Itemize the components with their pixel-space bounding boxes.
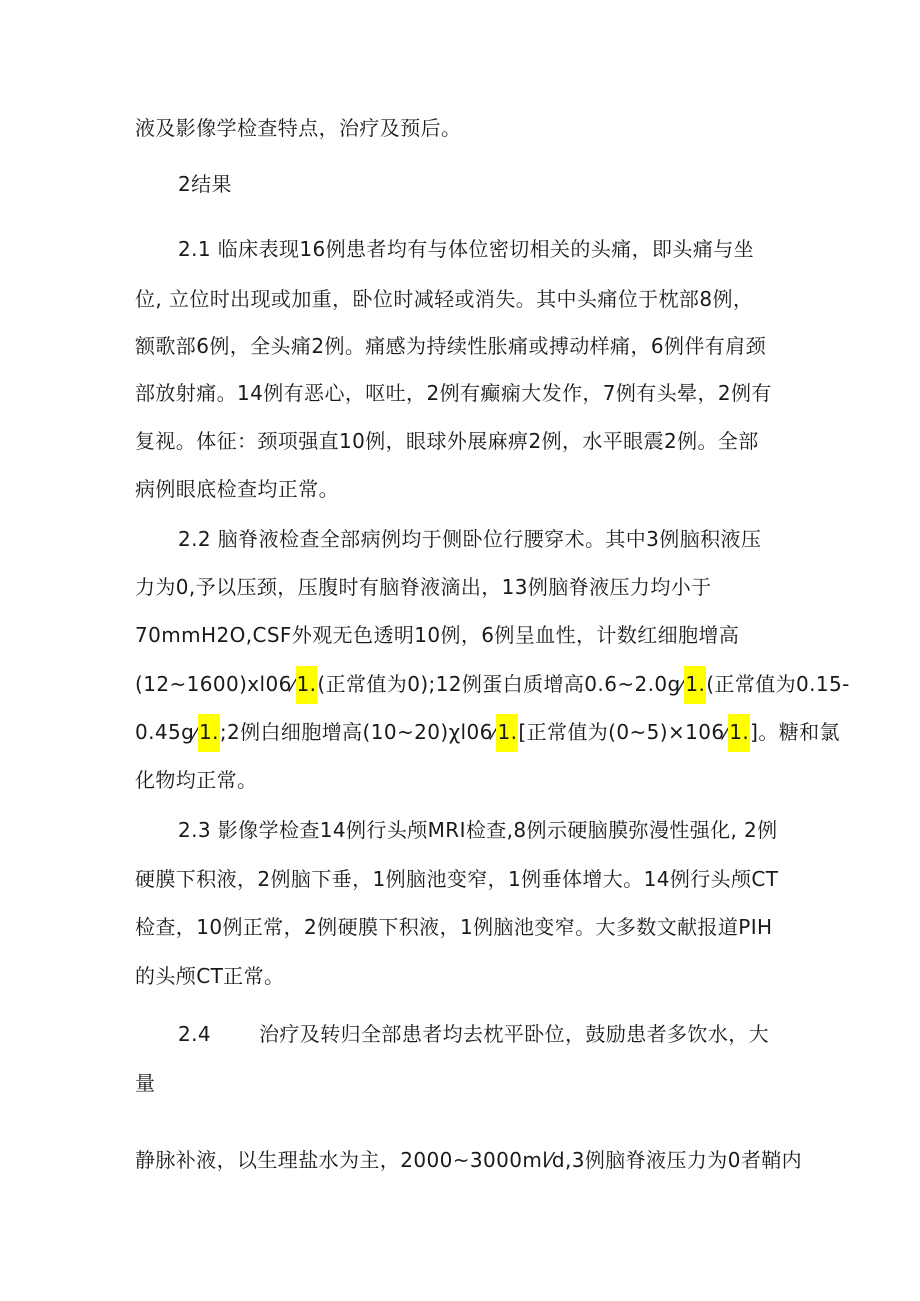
line-4-part-c: (正常值为0.15- [706,672,850,696]
section-2-2-line-5: 0.45g⁄1.;2例白细胞增高(10~20)χl06⁄1.[正常值为(0~5)×106⁄1.]。糖和氯 [135,719,795,745]
section-2-3-line-1: 2.3 影像学检查14例行头颅MRI检查,8例示硬脑膜弥漫性强化, 2例 [178,818,778,842]
section-2-1-line-2: 位, 立位时出现或加重，卧位时减轻或消失。其中头痛位于枕部8例， [135,287,754,311]
line-5-part-d: 。糖和氯 [758,720,840,744]
results-heading: 2结果 [178,172,232,196]
highlight-mark: 1. [728,714,750,752]
section-2-1-line-6: 病例眼底检查均正常。 [135,477,339,501]
section-2-4-line-1 [178,1021,795,1047]
line-4-part-b: (正常值为0);12例蛋白质增高0.6~2.0g⁄ [317,672,685,696]
section-2-2-line-4 [135,671,850,697]
section-2-1-line-5: 复视。体征：颈项强直10例，眼球外展麻痹2例，水平眼震2例。全部 [135,429,759,453]
line-5-part-a: 0.45g⁄ [135,720,198,744]
section-2-1-line-4: 部放射痛。14例有恶心，呕吐，2例有癫痫大发作，7例有头晕，2例有 [135,381,772,405]
section-2-2-line-6: 化物均正常。 [135,768,258,792]
section-2-1-line-1: 2.1 临床表现16例患者均有与体位密切相关的头痛，即头痛与坐 [178,237,755,261]
intro-tail-line: 液及影像学检查特点，治疗及预后。 [135,116,462,140]
line-5-part-c: [正常值为(0~5)×106⁄ [518,720,729,744]
highlight-mark: 1. [198,714,220,752]
section-2-4-number: 2.4 [178,1022,212,1046]
section-2-1-line-3: 额歌部6例，全头痛2例。痛感为持续性胀痛或搏动样痛，6例伴有肩颈 [135,334,766,358]
highlight-mark: 1. [684,666,706,704]
line-4-part-a: (12~1600)xl06⁄ [135,672,296,696]
line-5-part-b: ;2例白细胞增高(10~20)χl06⁄ [219,720,497,744]
section-2-4-line-3: 静脉补液，以生理盐水为主，2000~3000ml⁄d,3例脑脊液压力为0者鞘内 [135,1148,803,1172]
highlight-mark: 1. [496,714,518,752]
section-2-3-line-2: 硬膜下积液，2例脑下垂，1例脑池变窄，1例垂体增大。14例行头颅CT [135,867,779,891]
section-2-2-line-3: 70mmH2O,CSF外观无色透明10例，6例呈血性，计数红细胞增高 [135,623,740,647]
section-2-4-line-2: 量 [135,1071,156,1095]
section-2-3-line-4: 的头颅CT正常。 [135,964,285,988]
section-2-2-line-2: 力为0,予以压颈，压腹时有脑脊液滴出，13例脑脊液压力均小于 [135,575,712,599]
section-2-4-text: 治疗及转归全部患者均去枕平卧位，鼓励患者多饮水，大 [259,1022,770,1046]
highlight-mark: 1. [296,666,318,704]
section-2-3-line-3: 检查，10例正常，2例硬膜下积液，1例脑池变窄。大多数文献报道PIH [135,915,773,939]
section-2-2-line-1: 2.2 脑脊液检查全部病例均于侧卧位行腰穿术。其中3例脑积液压 [178,527,762,551]
